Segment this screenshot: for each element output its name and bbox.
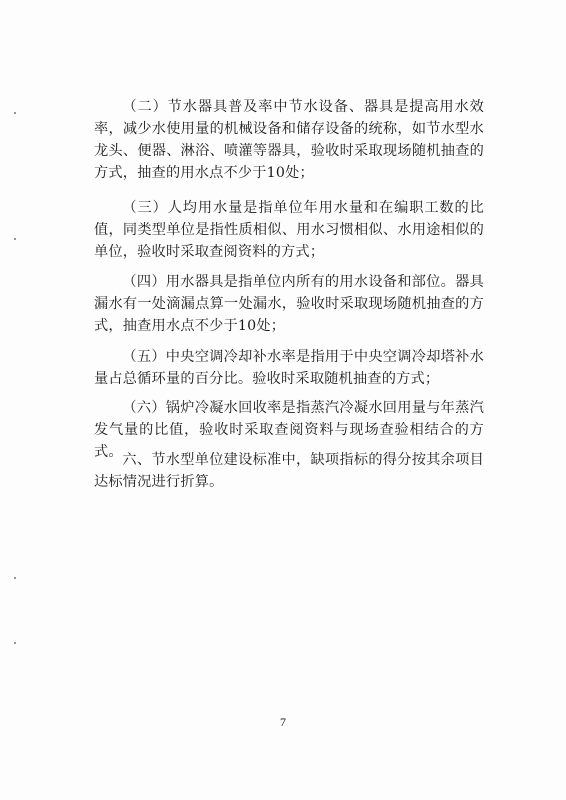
scan-mark	[14, 577, 16, 579]
scan-mark	[14, 238, 16, 240]
paragraph-per-capita-water-use: （三）人均用水量是指单位年用水量和在编职工数的比值，同类型单位是指性质相似、用水习惯相似、水用途相似的单位，验收时采取查阅资料的方式；	[94, 200, 484, 260]
page-number: 7	[280, 715, 286, 729]
paragraph-water-fixtures-leakage: （四）用水器具是指单位内所有的用水设备和部位。器具漏水有一处滴漏点算一处漏水，验收时采取现场随机抽查的方式，抽查用水点不少于10处；	[94, 274, 484, 334]
paragraph-cooling-makeup-rate: （五）中央空调冷却补水率是指用于中央空调冷却塔补水量占总循环量的百分比。验收时采取随机抽查的方式；	[94, 349, 484, 387]
scan-mark	[14, 642, 16, 644]
paragraph-water-saving-fixtures: （二）节水器具普及率中节水设备、器具是提高用水效率，减少水使用量的机械设备和储存设备的统称，如节水型水龙头、便器、淋浴、喷灌等器具，验收时采取现场随机抽查的方式，抽查的用水点不少于10处；	[94, 99, 484, 181]
paragraph-condensate-recovery: （六）锅炉冷凝水回收率是指蒸汽冷凝水回用量与年蒸汽发气量的比值，验收时采取查阅资料与现场查验相结合的方式。	[94, 400, 484, 460]
scan-mark	[14, 112, 16, 114]
paragraph-missing-indicator-scoring: 六、节水型单位建设标准中，缺项指标的得分按其余项目达标情况进行折算。	[94, 452, 484, 490]
